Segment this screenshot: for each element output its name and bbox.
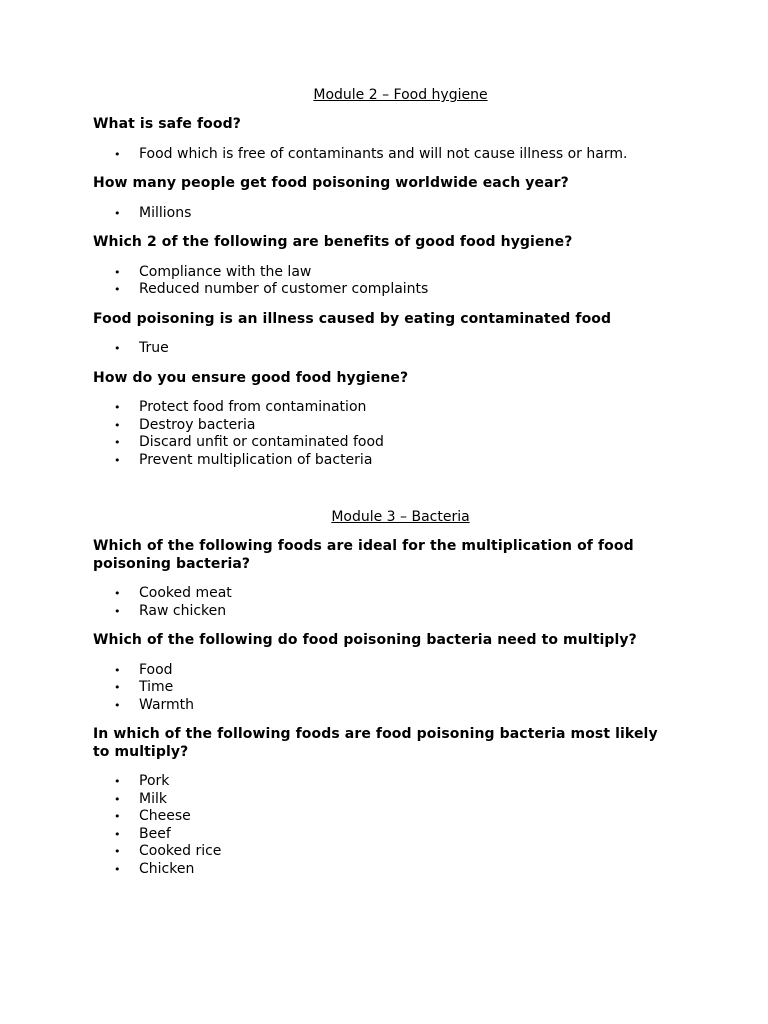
list-item <box>93 679 708 697</box>
bullet-icon: • <box>114 810 121 823</box>
answer-text: Compliance with the law <box>139 263 312 280</box>
answer-list <box>93 399 708 469</box>
bullet-icon: • <box>114 862 121 876</box>
answer-text: Pork <box>139 773 170 789</box>
question: Which of the following foods are ideal for the multiplication of food poisoning bacteria? <box>93 538 634 572</box>
answer-list <box>93 146 708 164</box>
bullet-icon: • <box>114 453 121 467</box>
answer-text: Cooked rice <box>139 843 222 859</box>
module-3-title: Module 3 – Bacteria <box>331 509 470 525</box>
question: Which 2 of the following are benefits of good food hygiene? <box>93 234 573 250</box>
list-item <box>93 399 708 417</box>
list-item <box>93 340 708 358</box>
list-item <box>93 205 708 223</box>
question: Food poisoning is an illness caused by eating contaminated food <box>93 310 612 327</box>
answer-text: Food which is free of contaminants and will not cause illness or harm. <box>139 145 628 162</box>
answer-list <box>93 773 708 878</box>
answer-list <box>93 264 708 299</box>
list-item <box>93 585 708 603</box>
answer-text: Raw chicken <box>139 602 227 619</box>
answer-text: Beef <box>139 825 171 842</box>
answer-list <box>93 205 708 223</box>
list-item <box>93 697 708 715</box>
bullet-icon: • <box>114 792 121 806</box>
answer-list <box>93 662 708 715</box>
bullet-icon: • <box>114 845 121 858</box>
answer-text: Protect food from contamination <box>139 399 367 415</box>
answer-text: Cheese <box>139 808 191 824</box>
question: What is safe food? <box>93 116 241 132</box>
answer-text: Destroy bacteria <box>139 416 256 433</box>
bullet-icon: • <box>114 681 121 694</box>
list-item <box>93 603 708 621</box>
bullet-icon: • <box>114 587 121 600</box>
question: Which of the following do food poisoning bacteria need to multiply? <box>93 632 637 648</box>
answer-text: Milk <box>139 790 167 807</box>
answer-text: Warmth <box>139 696 195 713</box>
list-item <box>93 843 708 861</box>
answer-text: Discard unfit or contaminated food <box>139 434 384 450</box>
module-2-title: Module 2 – Food hygiene <box>313 87 488 103</box>
answer-text: Cooked meat <box>139 585 232 601</box>
bullet-icon: • <box>114 147 121 161</box>
bullet-icon: • <box>114 418 121 432</box>
list-item <box>93 861 708 879</box>
bullet-icon: • <box>114 663 121 677</box>
bullet-icon: • <box>114 698 121 712</box>
bullet-icon: • <box>114 604 121 618</box>
answer-text: Food <box>139 661 173 678</box>
bullet-icon: • <box>114 827 121 841</box>
answer-text: Reduced number of customer complaints <box>139 281 429 297</box>
bullet-icon: • <box>114 206 121 220</box>
list-item <box>93 146 708 164</box>
bullet-icon: • <box>114 283 121 296</box>
answer-text: Chicken <box>139 860 195 877</box>
list-item <box>93 826 708 844</box>
list-item <box>93 808 708 826</box>
list-item <box>93 773 708 791</box>
answer-list <box>93 585 708 620</box>
list-item <box>93 434 708 452</box>
list-item <box>93 417 708 435</box>
module-2-section <box>93 116 708 469</box>
list-item <box>93 452 708 470</box>
bullet-icon: • <box>114 342 121 355</box>
bullet-icon: • <box>114 436 121 449</box>
list-item <box>93 662 708 680</box>
list-item <box>93 281 708 299</box>
list-item <box>93 264 708 282</box>
bullet-icon: • <box>114 265 121 279</box>
question: How many people get food poisoning worldwide each year? <box>93 175 569 191</box>
answer-text: Time <box>139 679 174 695</box>
question: In which of the following foods are food poisoning bacteria most likely to multiply? <box>93 726 658 760</box>
list-item <box>93 791 708 809</box>
answer-text: Prevent multiplication of bacteria <box>139 451 373 468</box>
bullet-icon: • <box>114 401 121 414</box>
answer-list <box>93 340 708 358</box>
answer-text: Millions <box>139 204 192 221</box>
answer-text: True <box>139 340 169 356</box>
question: How do you ensure good food hygiene? <box>93 369 409 386</box>
bullet-icon: • <box>114 775 121 788</box>
module-3-section <box>93 538 708 878</box>
